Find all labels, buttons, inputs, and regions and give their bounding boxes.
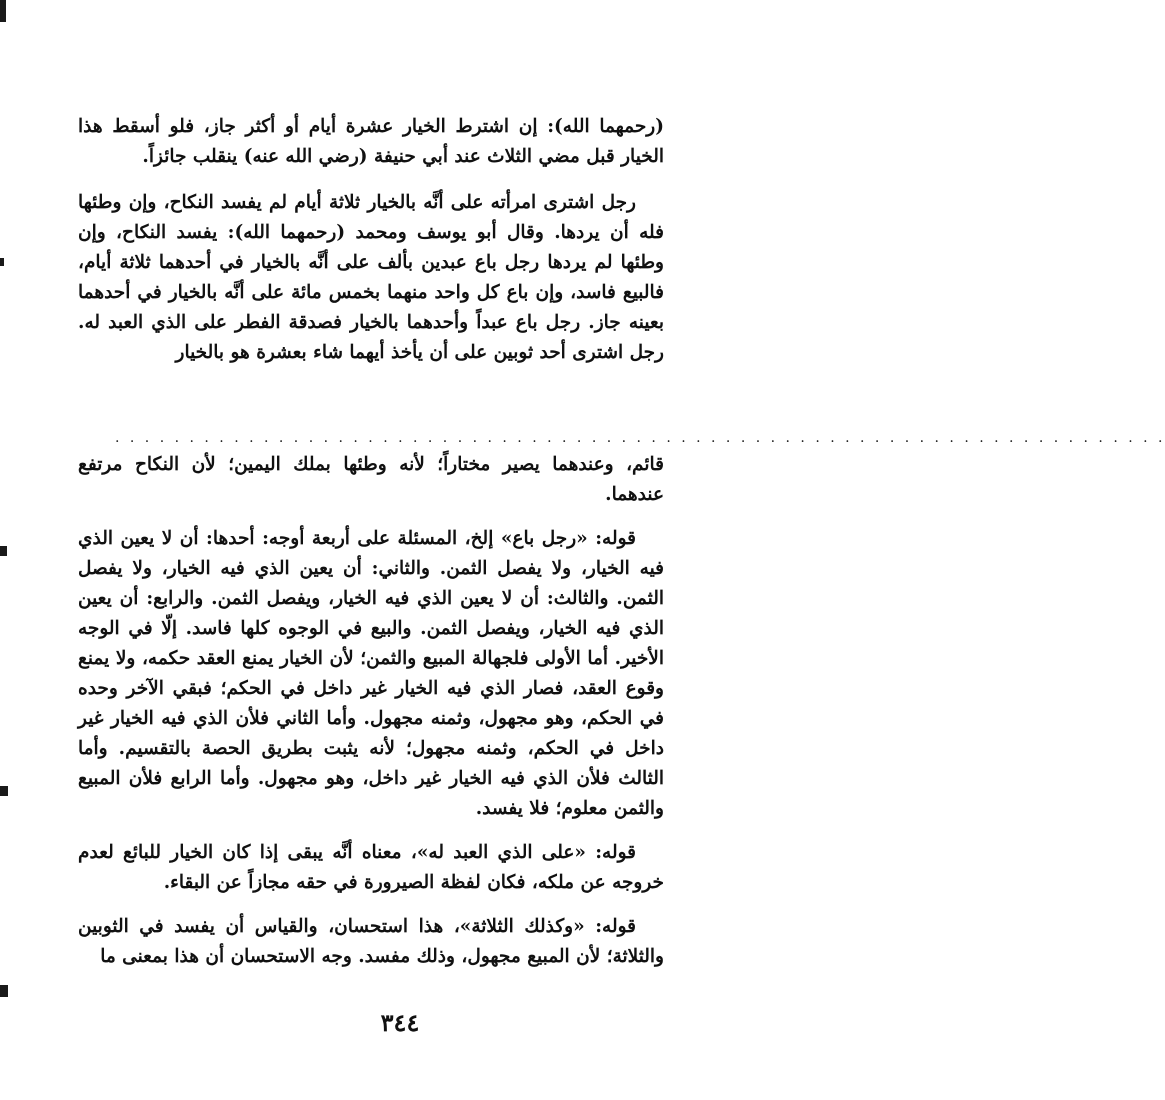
scan-edge-mark <box>0 0 6 22</box>
commentary-paragraph: قوله: «وكذلك الثلاثة»، هذا استحسان، والقياس أن يفسد في الثوبين والثلاثة؛ لأن المبيع مجهول، وذلك مفسد. وجه الاستحسان أن هذا بمعنى ما <box>78 916 664 967</box>
commentary-paragraph: قوله: «رجل باع» إلخ، المسئلة على أربعة أوجه: أحدها: أن لا يعين الذي فيه الخيار، ولا يفصل الثمن. والثاني: أن يعين الذي فيه الخيار، ولا يفصل الثمن. والثالث: أن لا يعين الذي فيه الخيار، ويفصل الثمن. والرابع: أن يعين الذي فيه الخيار، ويفصل الثمن. والبيع في الوجوه كلها فاسد. إلّا في الوجه الأخير. أما الأولى فلجهالة المبيع والثمن؛ لأن الخيار يمنع العقد حكمه، ولا يمنع وقوع العقد، فصار الذي فيه الخيار غير داخل في الحكم؛ فبقي الآخر وحده في الحكم، وهو مجهول، وثمنه مجهول. وأما الثاني فلأن الذي فيه الخيار غير داخل في الحكم، وثمنه مجهول؛ لأنه يثبت بطريق الحصة بالتقسيم. وأما الثالث فلأن الذي فيه الخيار غير داخل، وهو مجهول. وأما الرابع فلأن المبيع والثمن معلوم؛ فلا يفسد. <box>78 528 664 819</box>
commentary-paragraph: قوله: «على الذي العبد له»، معناه أنَّه يبقى إذا كان الخيار للبائع لعدم خروجه عن ملكه، فكان لفظة الصيرورة في حقه مجازاً عن البقاء. <box>78 842 664 893</box>
main-text-paragraph: (رحمهما الله): إن اشترط الخيار عشرة أيام أو أكثر جاز، فلو أسقط هذا الخيار قبل مضي الثلاث عند أبي حنيفة (رضي الله عنه) ينقلب جائزاً. <box>78 116 664 167</box>
scan-edge-mark <box>0 546 7 556</box>
scan-edge-mark <box>0 985 8 997</box>
scan-edge-mark <box>0 258 4 266</box>
scan-edge-mark <box>0 786 8 796</box>
section-separator: . . . . . . . . . . . . . . . . . . . . . . . . . . . . . . . . . . . . . . . . . . . . . . . . . . . . . . . . . . . . . . . . . . . . . . . <box>115 430 1165 446</box>
main-text-paragraph: رجل اشترى امرأته على أنَّه بالخيار ثلاثة أيام لم يفسد النكاح، وإن وطئها فله أن يردها. وقال أبو يوسف ومحمد (رحمهما الله): يفسد النكاح، وإن وطئها لم يردها رجل باع عبدين بألف على أنَّه بالخيار في أحدهما ثلاثة أيام، فالبيع فاسد، وإن باع كل واحد منهما بخمس مائة على أنَّه بالخيار في أحدهما بعينه جاز. رجل باع عبداً وأحدهما بالخيار فصدقة الفطر على الذي العبد له. رجل اشترى أحد ثوبين على أن يأخذ أيهما شاء بعشرة هو بالخيار <box>78 192 664 363</box>
commentary-paragraph: قائم، وعندهما يصير مختاراً؛ لأنه وطئها بملك اليمين؛ لأن النكاح مرتفع عندهما. <box>78 454 664 505</box>
commentary-text <box>78 450 664 972</box>
main-text-upper <box>78 112 664 368</box>
page-number: ٣٤٤ <box>380 1008 420 1037</box>
